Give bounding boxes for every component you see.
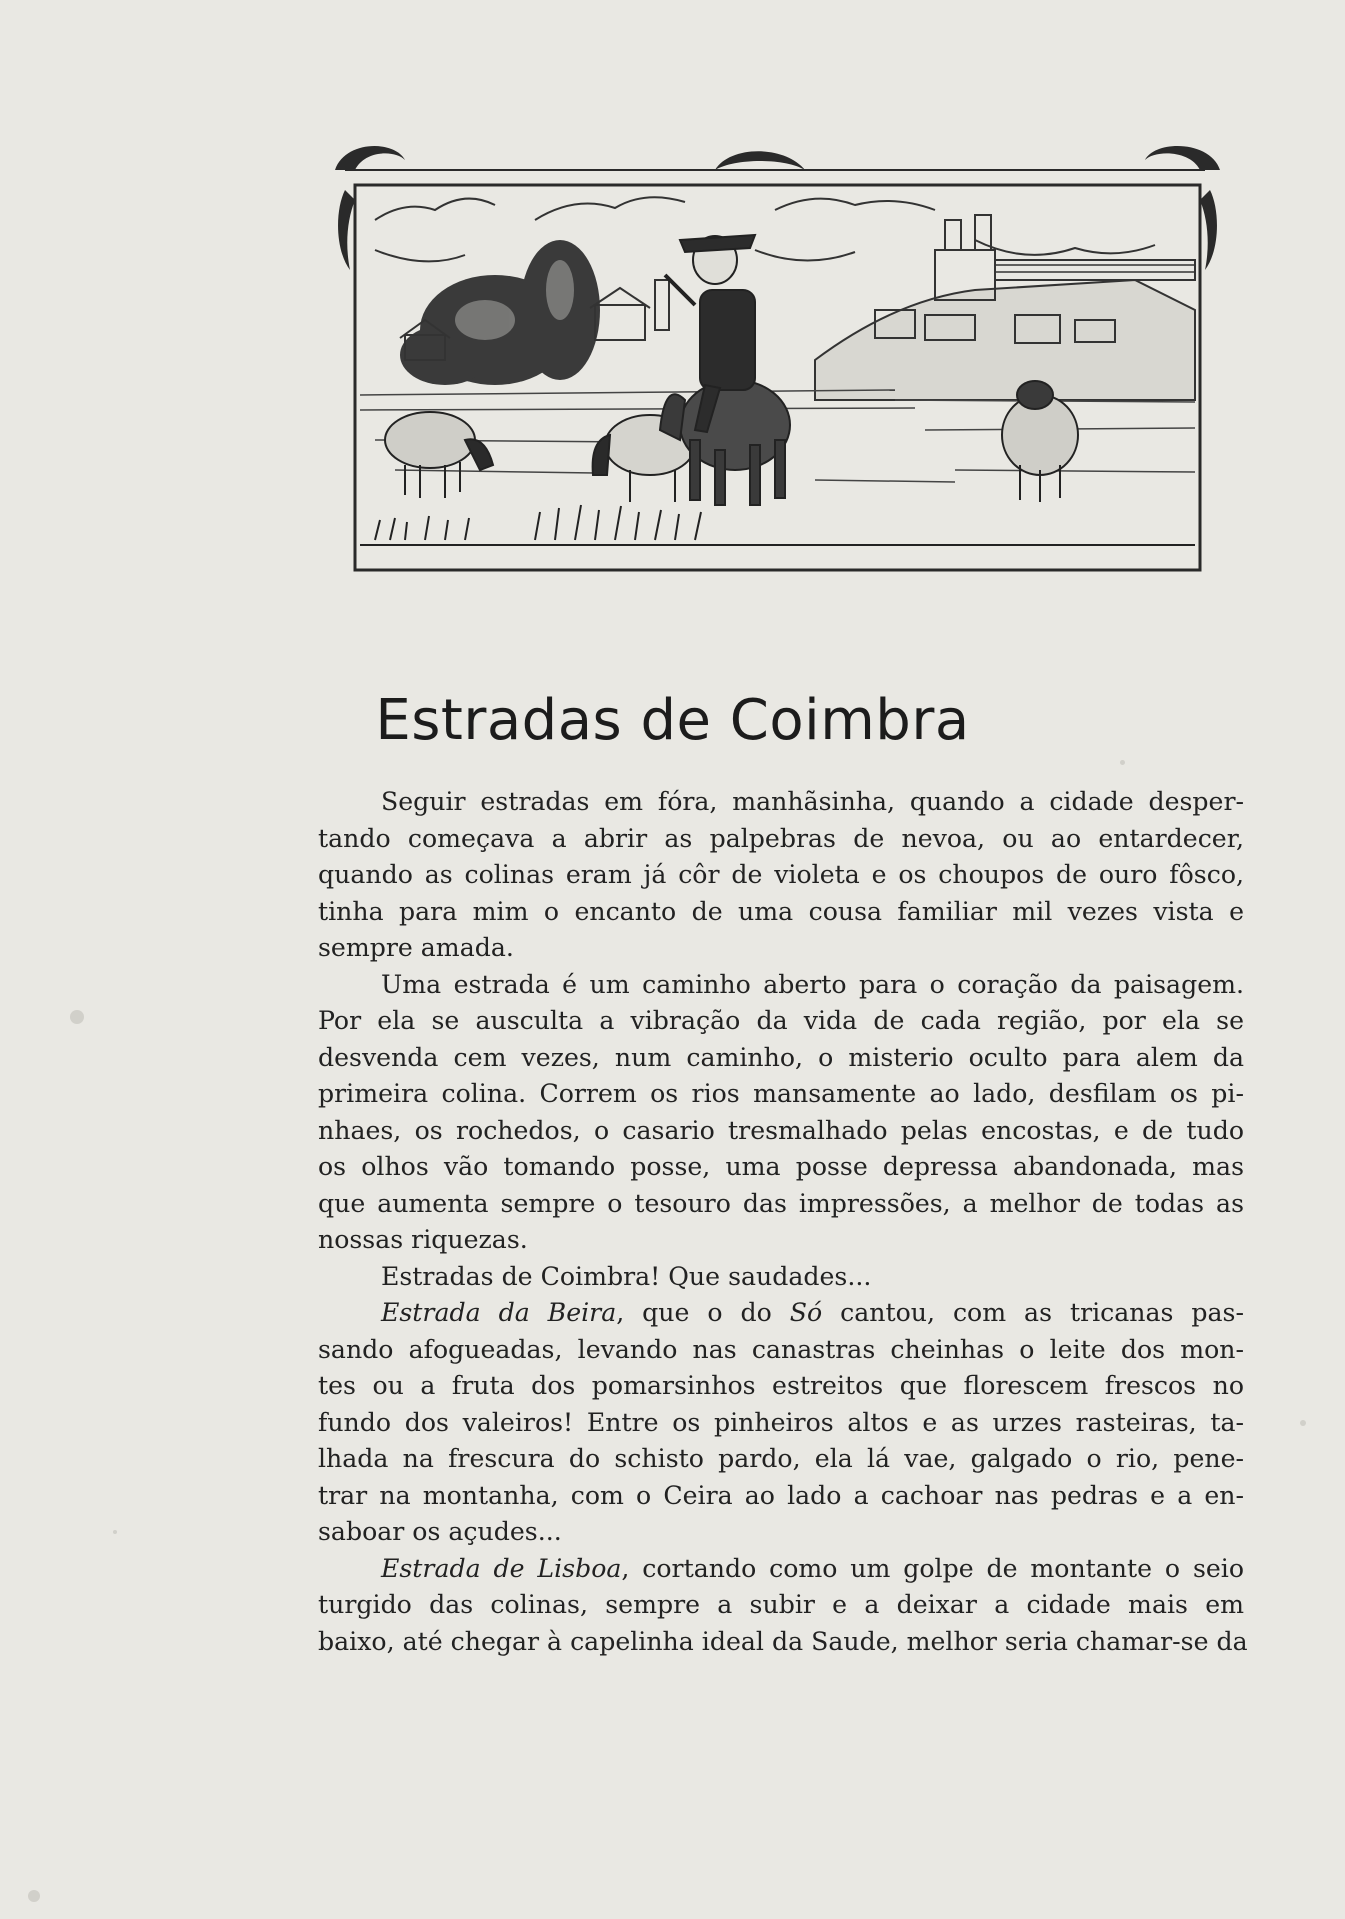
text-run: sando afogueadas, levando nas canastras cheinhas o leite dos mon- [318,1334,1244,1364]
text-run: que aumenta sempre o tesouro das impressões, a melhor de todas as [318,1188,1244,1218]
text-line [318,784,1244,821]
paper-speck [113,1530,117,1534]
page-title: Estradas de Coimbra [375,687,970,753]
text-run: nhaes, os rochedos, o casario tresmalhado pelas encostas, e de tudo [318,1115,1244,1145]
text-run: turgido das colinas, sempre a subir e a deixar a cidade mais em [318,1590,1244,1619]
text-line [318,967,1244,1004]
text-run: cantou, com as tricanas pas- [822,1298,1244,1327]
text-line [318,1551,1244,1588]
text-run: Uma estrada é um caminho aberto para o coração da paisagem. [381,969,1244,999]
italic-text: Só [789,1298,823,1327]
paper-speck [70,1010,84,1024]
text-line [318,1405,1244,1442]
text-run: tando começava a abrir as palpebras de nevoa, ou ao entardecer, [318,823,1244,853]
text-line [318,1478,1244,1515]
paper-speck [1300,1420,1306,1426]
italic-text: Estrada de Lisboa [381,1553,622,1583]
text-run: quando as colinas eram já côr de violeta e os choupos de ouro fôsco, [318,860,1244,889]
text-line [318,1368,1244,1405]
text-line [318,1624,1248,1661]
text-run: sempre amada. [318,933,514,962]
text-run: Por ela se ausculta a vibração da vida de cada região, por ela se [318,1006,1244,1035]
text-line [318,1332,1244,1369]
text-run: , cortando como um golpe de montante o seio [621,1553,1244,1583]
italic-text: Estrada da Beira [381,1298,617,1327]
text-line [318,1149,1244,1186]
text-line [318,1113,1244,1150]
text-line [318,1259,1244,1296]
text-run: tinha para mim o encanto de uma cousa familiar mil vezes vista e [318,896,1244,926]
text-line [318,1587,1244,1624]
text-run: fundo dos valeiros! Entre os pinheiros altos e as urzes rasteiras, ta- [318,1407,1244,1437]
text-run: lhada na frescura do schisto pardo, ela lá vae, galgado o rio, pene- [318,1444,1244,1473]
text-line [318,1003,1244,1040]
pastoral-landscape-engraving-icon [335,140,1220,580]
text-line [318,857,1244,894]
text-line [318,1295,1244,1332]
paper-speck [28,1890,40,1902]
header-illustration [335,140,1220,580]
text-line [318,1441,1244,1478]
text-run: Estradas de Coimbra! Que saudades... [381,1261,872,1291]
text-run: nossas riquezas. [318,1225,528,1254]
text-run: baixo, até chegar à capelinha ideal da Saude, melhor seria chamar-se da [318,1626,1248,1656]
text-line [318,1222,1244,1259]
text-run: saboar os açudes... [318,1517,562,1546]
text-run: primeira colina. Correm os rios mansamente ao lado, desfilam os pi- [318,1079,1244,1108]
text-line [318,821,1244,858]
text-line [318,894,1244,931]
text-run: tes ou a fruta dos pomarsinhos estreitos que florescem frescos no [318,1371,1244,1400]
text-line [318,1186,1244,1223]
text-line [318,1076,1244,1113]
text-run: Seguir estradas em fóra, manhãsinha, quando a cidade desper- [381,787,1244,816]
text-run: trar na montanha, com o Ceira ao lado a cachoar nas pedras e a en- [318,1480,1244,1510]
text-run: desvenda cem vezes, num caminho, o misterio oculto para alem da [318,1042,1244,1072]
text-run: , que o do [616,1298,790,1327]
text-line [318,930,1244,967]
text-line [318,1514,1244,1551]
text-run: os olhos vão tomando posse, uma posse depressa abandonada, mas [318,1152,1244,1181]
article-body [318,784,1248,1660]
text-line [318,1040,1244,1077]
paper-speck [1120,760,1125,765]
